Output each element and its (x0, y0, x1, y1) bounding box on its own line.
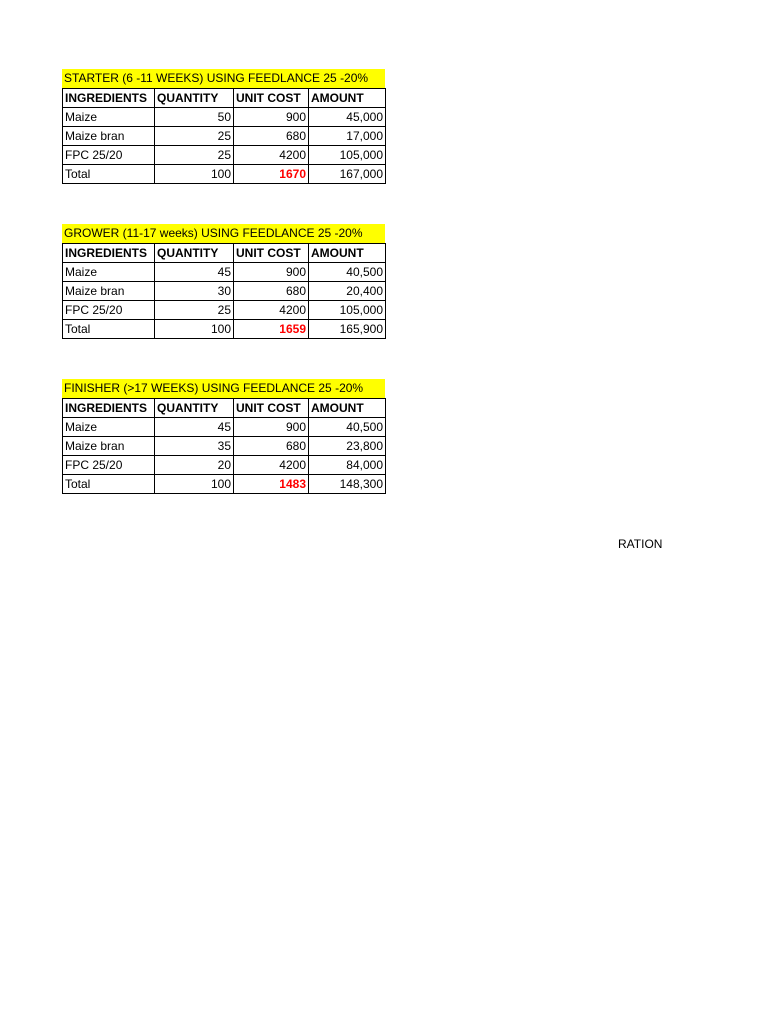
total-label: Total (63, 320, 155, 339)
unit-cost-cell: 680 (234, 282, 309, 301)
total-row (63, 165, 386, 184)
total-unit-cost: 1483 (234, 475, 309, 494)
header-ingredients: INGREDIENTS (63, 244, 155, 263)
unit-cost-cell: 680 (234, 127, 309, 146)
quantity-cell: 30 (155, 282, 234, 301)
header-ingredients: INGREDIENTS (63, 399, 155, 418)
quantity-cell: 25 (155, 127, 234, 146)
grower-table-block (62, 224, 385, 339)
header-unit-cost: UNIT COST (234, 89, 309, 108)
total-label: Total (63, 475, 155, 494)
ingredient-cell: FPC 25/20 (63, 301, 155, 320)
table-row (63, 437, 386, 456)
amount-cell: 84,000 (309, 456, 386, 475)
quantity-cell: 45 (155, 418, 234, 437)
amount-cell: 105,000 (309, 146, 386, 165)
table-row (63, 301, 386, 320)
unit-cost-cell: 900 (234, 418, 309, 437)
table-row (63, 282, 386, 301)
ingredient-cell: Maize (63, 108, 155, 127)
amount-cell: 105,000 (309, 301, 386, 320)
ingredient-cell: Maize bran (63, 282, 155, 301)
total-label: Total (63, 165, 155, 184)
table-row (63, 108, 386, 127)
starter-table (62, 88, 386, 184)
unit-cost-cell: 680 (234, 437, 309, 456)
header-amount: AMOUNT (309, 89, 386, 108)
header-ingredients: INGREDIENTS (63, 89, 155, 108)
header-quantity: QUANTITY (155, 244, 234, 263)
total-quantity: 100 (155, 320, 234, 339)
total-unit-cost: 1659 (234, 320, 309, 339)
header-amount: AMOUNT (309, 399, 386, 418)
total-amount: 148,300 (309, 475, 386, 494)
amount-cell: 17,000 (309, 127, 386, 146)
starter-title: STARTER (6 -11 WEEKS) USING FEEDLANCE 25 -20% (62, 69, 385, 88)
grower-title: GROWER (11-17 weeks) USING FEEDLANCE 25 -20% (62, 224, 385, 243)
header-row (63, 244, 386, 263)
finisher-table (62, 398, 386, 494)
quantity-cell: 35 (155, 437, 234, 456)
header-row (63, 399, 386, 418)
ingredient-cell: Maize (63, 418, 155, 437)
quantity-cell: 25 (155, 146, 234, 165)
total-amount: 165,900 (309, 320, 386, 339)
total-unit-cost: 1670 (234, 165, 309, 184)
header-amount: AMOUNT (309, 244, 386, 263)
unit-cost-cell: 900 (234, 108, 309, 127)
ingredient-cell: Maize bran (63, 127, 155, 146)
unit-cost-cell: 900 (234, 263, 309, 282)
total-amount: 167,000 (309, 165, 386, 184)
unit-cost-cell: 4200 (234, 456, 309, 475)
ingredient-cell: FPC 25/20 (63, 146, 155, 165)
table-row (63, 418, 386, 437)
ration-label: RATION (618, 537, 663, 551)
unit-cost-cell: 4200 (234, 301, 309, 320)
finisher-table-block (62, 379, 385, 494)
amount-cell: 20,400 (309, 282, 386, 301)
table-row (63, 127, 386, 146)
table-row (63, 456, 386, 475)
total-row (63, 475, 386, 494)
header-quantity: QUANTITY (155, 89, 234, 108)
quantity-cell: 20 (155, 456, 234, 475)
quantity-cell: 25 (155, 301, 234, 320)
table-row (63, 146, 386, 165)
finisher-title: FINISHER (>17 WEEKS) USING FEEDLANCE 25 -20% (62, 379, 385, 398)
ingredient-cell: Maize (63, 263, 155, 282)
unit-cost-cell: 4200 (234, 146, 309, 165)
total-row (63, 320, 386, 339)
table-row (63, 263, 386, 282)
header-row (63, 89, 386, 108)
amount-cell: 23,800 (309, 437, 386, 456)
amount-cell: 40,500 (309, 263, 386, 282)
header-unit-cost: UNIT COST (234, 244, 309, 263)
ingredient-cell: FPC 25/20 (63, 456, 155, 475)
total-quantity: 100 (155, 165, 234, 184)
quantity-cell: 50 (155, 108, 234, 127)
starter-table-block (62, 69, 385, 184)
header-unit-cost: UNIT COST (234, 399, 309, 418)
grower-table (62, 243, 386, 339)
amount-cell: 40,500 (309, 418, 386, 437)
ingredient-cell: Maize bran (63, 437, 155, 456)
total-quantity: 100 (155, 475, 234, 494)
header-quantity: QUANTITY (155, 399, 234, 418)
amount-cell: 45,000 (309, 108, 386, 127)
quantity-cell: 45 (155, 263, 234, 282)
